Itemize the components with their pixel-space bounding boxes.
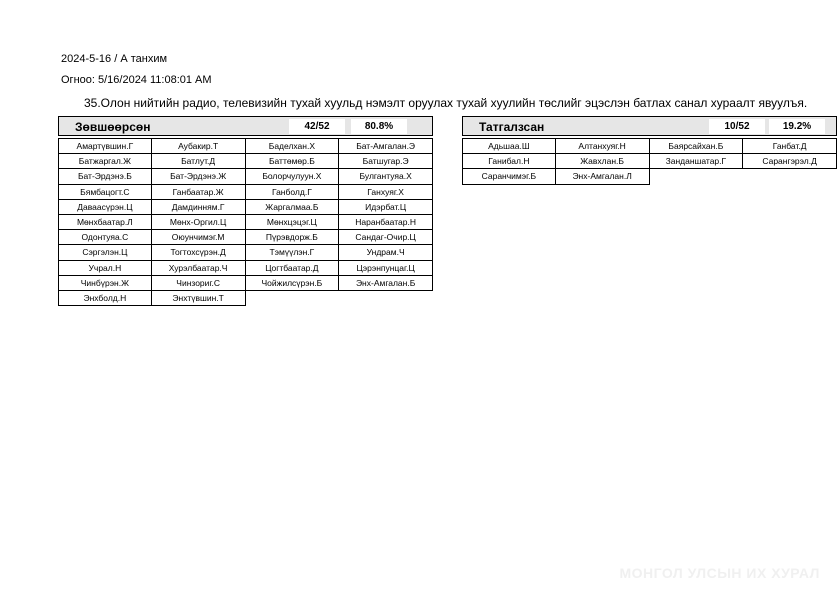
member-name-cell: Чойжилсүрэн.Б [245, 275, 340, 291]
member-name-cell: Батлут.Д [151, 153, 246, 169]
member-name-cell: Мөнхбаатар.Л [58, 214, 152, 230]
member-name-cell: Бат-Эрдэнэ.Б [58, 168, 152, 184]
approved-percent: 80.8% [351, 119, 407, 134]
member-name-cell: Баттөмөр.Б [245, 153, 340, 169]
member-name-cell: Сандаг-Очир.Ц [338, 229, 433, 245]
rejected-panel [462, 116, 837, 185]
parliament-watermark: МОНГОЛ УЛСЫН ИХ ХУРАЛ [619, 565, 820, 581]
member-name-cell: Ганибал.Н [462, 153, 556, 169]
member-name-cell: Ганбат.Д [742, 138, 837, 154]
member-name-cell: Идэрбат.Ц [338, 199, 433, 215]
approved-panel [58, 116, 433, 306]
member-name-cell: Тогтохсүрэн.Д [151, 244, 246, 260]
approved-count: 42/52 [289, 119, 345, 134]
member-name-cell: Бат-Амгалан.Э [338, 138, 433, 154]
approved-header [58, 116, 433, 136]
member-name-cell: Энхтүвшин.Т [151, 290, 246, 306]
rejected-names-grid [462, 138, 837, 185]
member-name-cell: Чинбүрэн.Ж [58, 275, 152, 291]
member-name-cell: Чинзориг.С [151, 275, 246, 291]
member-name-cell: Энхболд.Н [58, 290, 152, 306]
member-name-cell: Ганбаатар.Ж [151, 184, 246, 200]
member-name-cell: Болорчулуун.Х [245, 168, 340, 184]
member-name-cell: Саранчимэг.Б [462, 168, 556, 184]
member-name-cell: Ганболд.Г [245, 184, 340, 200]
member-name-cell: Ундрам.Ч [338, 244, 433, 260]
member-name-cell: Дамдинням.Г [151, 199, 246, 215]
member-name-cell: Учрал.Н [58, 260, 152, 276]
member-name-cell: Цогтбаатар.Д [245, 260, 340, 276]
member-name-cell: Занданшатар.Г [649, 153, 744, 169]
member-name-cell: Сэргэлэн.Ц [58, 244, 152, 260]
member-name-cell: Даваасүрэн.Ц [58, 199, 152, 215]
rejected-count: 10/52 [709, 119, 765, 134]
generated-timestamp: Огноо: 5/16/2024 11:08:01 AM [61, 74, 212, 86]
member-name-cell: Баярсайхан.Б [649, 138, 744, 154]
member-name-cell: Батшугар.Э [338, 153, 433, 169]
rejected-header [462, 116, 837, 136]
member-name-cell: Булгантуяа.Х [338, 168, 433, 184]
approved-title: Зөвшөөрсөн [75, 120, 151, 134]
member-name-cell: Оюунчимэг.М [151, 229, 246, 245]
member-name-cell: Энх-Амгалан.Л [555, 168, 650, 184]
approved-names-grid [58, 138, 433, 306]
member-name-cell: Бат-Эрдэнэ.Ж [151, 168, 246, 184]
member-name-cell: Энх-Амгалан.Б [338, 275, 433, 291]
member-name-cell: Мөнхцэцэг.Ц [245, 214, 340, 230]
session-date: 2024-5-16 / А танхим [61, 53, 168, 65]
member-name-cell: Тэмүүлэн.Г [245, 244, 340, 260]
rejected-title: Татгалзсан [479, 120, 545, 134]
member-name-cell: Хурэлбаатар.Ч [151, 260, 246, 276]
motion-title: 35.Олон нийтийн радио, телевизийн тухай хуульд нэмэлт оруулах тухай хуулийн төслийг эцэслэн батлах санал хураалт явуулъя. [84, 96, 808, 110]
member-name-cell: Амартүвшин.Г [58, 138, 152, 154]
member-name-cell: Цэрэнпунцаг.Ц [338, 260, 433, 276]
member-name-cell: Одонтуяа.С [58, 229, 152, 245]
member-name-cell: Жаргалмаа.Б [245, 199, 340, 215]
member-name-cell: Наранбаатар.Н [338, 214, 433, 230]
member-name-cell: Бямбацогт.С [58, 184, 152, 200]
member-name-cell: Алтанхуяг.Н [555, 138, 650, 154]
member-name-cell: Мөнх-Оргил.Ц [151, 214, 246, 230]
member-name-cell: Пүрэвдорж.Б [245, 229, 340, 245]
member-name-cell: Сарангэрэл.Д [742, 153, 837, 169]
member-name-cell: Аубакир.Т [151, 138, 246, 154]
member-name-cell: Баделхан.Х [245, 138, 340, 154]
rejected-percent: 19.2% [769, 119, 825, 134]
member-name-cell: Жавхлан.Б [555, 153, 650, 169]
member-name-cell: Ганхуяг.Х [338, 184, 433, 200]
member-name-cell: Батжаргал.Ж [58, 153, 152, 169]
member-name-cell: Адьшаа.Ш [462, 138, 556, 154]
